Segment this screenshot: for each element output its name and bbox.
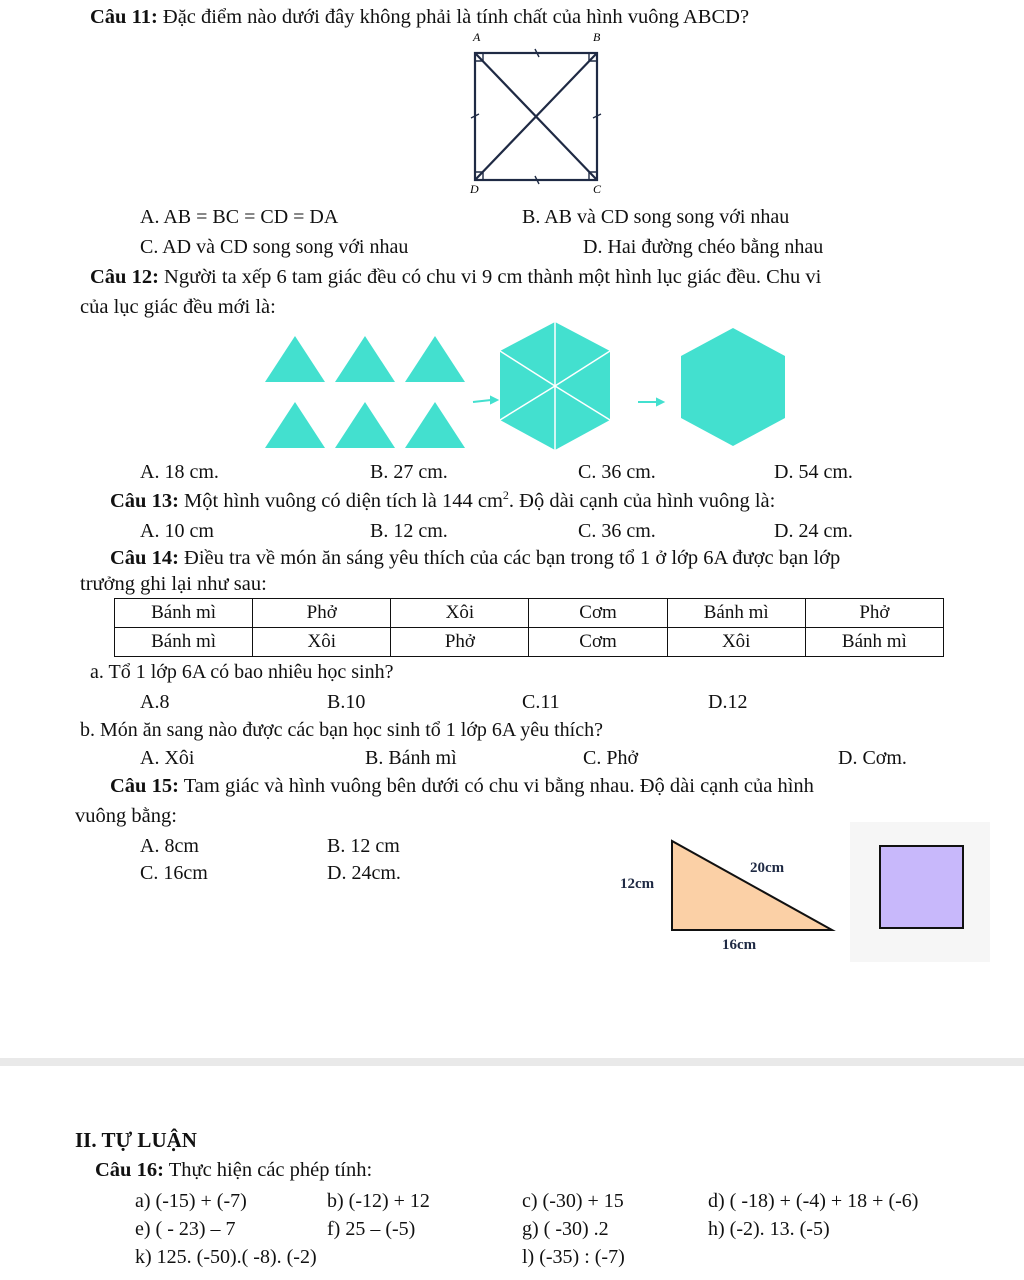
q16-item-b: b) (-12) + 12 — [327, 1190, 430, 1212]
table-cell: Bánh mì — [115, 628, 253, 657]
q16-item-a: a) (-15) + (-7) — [135, 1190, 247, 1212]
q11-option-a[interactable]: A. AB = BC = CD = DA — [140, 206, 339, 228]
q11-text: Đặc điểm nào dưới đây không phải là tính chất của hình vuông ABCD? — [162, 6, 750, 28]
purple-square — [880, 846, 963, 928]
q14b-option-b[interactable]: B. Bánh mì — [365, 747, 457, 769]
q13-text-before: Một hình vuông có diện tích là 144 cm — [184, 489, 503, 512]
q15-option-d[interactable]: D. 24cm. — [327, 862, 401, 884]
hexagon-construction-figure — [255, 320, 795, 455]
q11-option-c[interactable]: C. AD và CD song song với nhau — [140, 236, 409, 258]
right-triangle — [672, 841, 832, 930]
q15-option-a[interactable]: A. 8cm — [140, 835, 199, 857]
q12-text-line2: của lục giác đều mới là: — [80, 296, 276, 318]
q16-item-h: h) (-2). 13. (-5) — [708, 1218, 830, 1240]
table-cell: Bánh mì — [805, 628, 943, 657]
q16-label: Câu 16: — [95, 1159, 164, 1181]
table-row — [115, 599, 944, 628]
q16-heading — [95, 1159, 372, 1183]
triangle-label-bottom: 16cm — [722, 937, 757, 953]
q14-text-line1: Điều tra về món ăn sáng yêu thích của các bạn trong tổ 1 ở lớp 6A được bạn lớp — [184, 547, 841, 569]
q14b-option-a[interactable]: A. Xôi — [140, 747, 195, 769]
arrow-1 — [473, 400, 491, 402]
table-cell: Xôi — [667, 628, 805, 657]
vertex-a-label: A — [473, 30, 481, 44]
q13-label: Câu 13: — [110, 489, 179, 512]
q14-heading — [110, 547, 840, 571]
table-cell: Bánh mì — [667, 599, 805, 628]
table-cell: Cơm — [529, 599, 667, 628]
q15-text-line2: vuông bằng: — [75, 805, 177, 827]
q14a-option-c[interactable]: C.11 — [522, 691, 560, 713]
q14b-option-c[interactable]: C. Phở — [583, 747, 639, 769]
q12-option-c[interactable]: C. 36 cm. — [578, 461, 656, 483]
q16-item-f: f) 25 – (-5) — [327, 1218, 416, 1240]
q15-label: Câu 15: — [110, 775, 179, 797]
q14a-option-a[interactable]: A.8 — [140, 691, 170, 713]
q13-heading — [110, 489, 775, 513]
q14b-question: b. Món ăn sang nào được các bạn học sinh tổ 1 lớp 6A yêu thích? — [80, 719, 603, 741]
q13-option-c[interactable]: C. 36 cm. — [578, 520, 656, 542]
q14a-question: a. Tổ 1 lớp 6A có bao nhiêu học sinh? — [90, 661, 394, 683]
q13-option-a[interactable]: A. 10 cm — [140, 520, 214, 542]
q16-item-e: e) ( - 23) – 7 — [135, 1218, 236, 1240]
table-cell: Xôi — [253, 628, 391, 657]
q12-text-line1: Người ta xếp 6 tam giác đều có chu vi 9 cm thành một hình lục giác đều. Chu vi — [164, 266, 822, 288]
q16-item-k: k) 125. (-50).( -8). (-2) — [135, 1246, 317, 1268]
q16-item-g: g) ( -30) .2 — [522, 1218, 609, 1240]
q11-option-b[interactable]: B. AB và CD song song với nhau — [522, 206, 790, 228]
triangle-5 — [335, 402, 395, 448]
q14-label: Câu 14: — [110, 547, 179, 569]
triangle-square-figure — [612, 825, 1002, 960]
vertex-d-label: D — [470, 182, 479, 196]
table-cell: Phở — [253, 599, 391, 628]
q12-label: Câu 12: — [90, 266, 159, 288]
table-cell: Phở — [805, 599, 943, 628]
q15-heading — [110, 775, 814, 799]
triangle-4 — [265, 402, 325, 448]
table-cell: Cơm — [529, 628, 667, 657]
q16-text: Thực hiện các phép tính: — [168, 1159, 373, 1181]
q16-item-c: c) (-30) + 15 — [522, 1190, 624, 1212]
q12-heading — [90, 266, 821, 290]
q15-text-line1: Tam giác và hình vuông bên dưới có chu vi bằng nhau. Độ dài cạnh của hình — [183, 775, 814, 797]
q14a-option-d[interactable]: D.12 — [708, 691, 748, 713]
q13-option-d[interactable]: D. 24 cm. — [774, 520, 853, 542]
square-abcd-figure — [455, 28, 625, 203]
q13-text-after: . Độ dài cạnh của hình vuông là: — [508, 489, 776, 512]
result-hexagon — [681, 328, 785, 446]
table-row — [115, 628, 944, 657]
q12-option-b[interactable]: B. 27 cm. — [370, 461, 448, 483]
vertex-b-label: B — [593, 30, 601, 44]
q13-option-b[interactable]: B. 12 cm. — [370, 520, 448, 542]
vertex-c-label: C — [593, 182, 602, 196]
triangle-3 — [405, 336, 465, 382]
q12-option-d[interactable]: D. 54 cm. — [774, 461, 853, 483]
q14-text-line2: trưởng ghi lại như sau: — [80, 573, 267, 595]
section-title: II. TỰ LUẬN — [75, 1128, 197, 1152]
q12-option-a[interactable]: A. 18 cm. — [140, 461, 219, 483]
table-cell: Phở — [391, 628, 529, 657]
q11-heading — [90, 6, 749, 30]
triangle-label-left: 12cm — [620, 876, 655, 892]
q16-item-l: l) (-35) : (-7) — [522, 1246, 625, 1268]
q15-option-b[interactable]: B. 12 cm — [327, 835, 400, 857]
table-cell: Xôi — [391, 599, 529, 628]
table-cell: Bánh mì — [115, 599, 253, 628]
page-separator — [0, 1058, 1024, 1066]
q13-text-sup: 2 — [502, 488, 509, 502]
q11-option-d[interactable]: D. Hai đường chéo bằng nhau — [583, 236, 824, 258]
triangle-1 — [265, 336, 325, 382]
triangle-6 — [405, 402, 465, 448]
q15-option-c[interactable]: C. 16cm — [140, 862, 208, 884]
breakfast-survey-table — [114, 598, 944, 657]
q16-item-d: d) ( -18) + (-4) + 18 + (-6) — [708, 1190, 919, 1212]
triangle-2 — [335, 336, 395, 382]
triangle-label-hyp: 20cm — [750, 860, 785, 876]
q11-label: Câu 11: — [90, 6, 158, 28]
q14a-option-b[interactable]: B.10 — [327, 691, 366, 713]
q14b-option-d[interactable]: D. Cơm. — [838, 747, 907, 769]
